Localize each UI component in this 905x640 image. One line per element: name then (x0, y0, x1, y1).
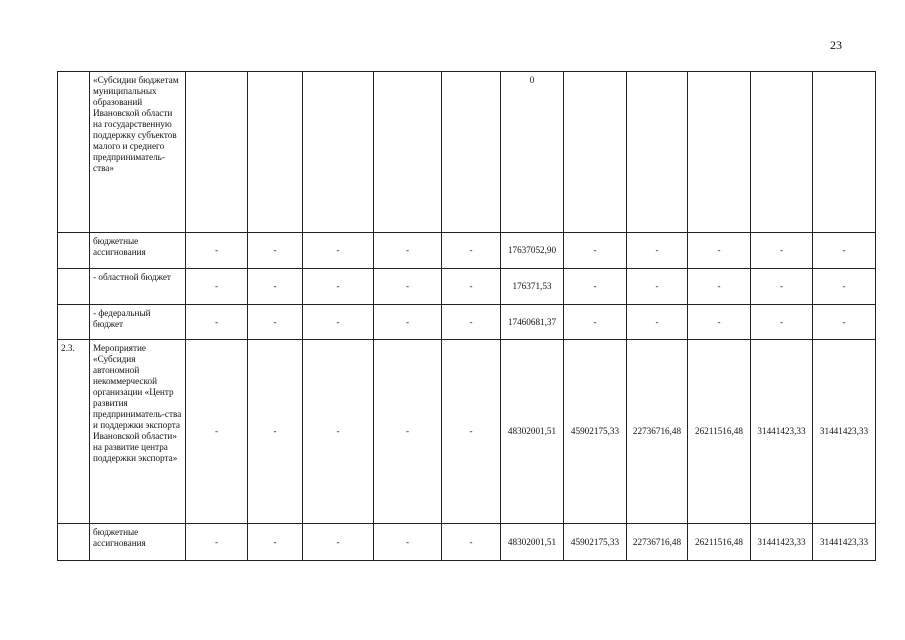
value-cell (564, 72, 627, 233)
value-cell: - (374, 524, 442, 561)
value-cell: - (751, 269, 813, 305)
value-cell (248, 72, 303, 233)
row-number-cell (58, 305, 90, 340)
value-cell (813, 72, 876, 233)
value-cell: 176371,53 (501, 269, 564, 305)
row-label-cell: Мероприятие «Субсидия автономной некоммерческой организации «Центр развития предприниматель-ства и поддержки экспорта Ивановской области» на развитие центра поддержки экспорта» (90, 340, 186, 524)
row-label-cell: бюджетные ассигнования (90, 524, 186, 561)
value-cell: - (442, 340, 501, 524)
value-cell (374, 72, 442, 233)
value-cell: 31441423,33 (813, 340, 876, 524)
table-row (58, 305, 876, 340)
value-cell: - (751, 233, 813, 269)
value-cell: 48302001,51 (501, 340, 564, 524)
value-cell: - (186, 340, 248, 524)
table-row (58, 233, 876, 269)
value-cell: - (813, 269, 876, 305)
value-cell (303, 72, 374, 233)
row-number-cell (58, 524, 90, 561)
value-cell (688, 72, 751, 233)
row-number-cell (58, 269, 90, 305)
value-cell (442, 72, 501, 233)
value-cell: 31441423,33 (751, 340, 813, 524)
value-cell: - (186, 269, 248, 305)
value-cell: - (442, 524, 501, 561)
value-cell: - (627, 233, 688, 269)
value-cell (186, 72, 248, 233)
value-cell: 17460681,37 (501, 305, 564, 340)
value-cell: - (813, 305, 876, 340)
table-row (58, 340, 876, 524)
value-cell: - (751, 305, 813, 340)
value-cell: - (303, 305, 374, 340)
value-cell: - (564, 233, 627, 269)
table-row (58, 269, 876, 305)
value-cell: - (688, 233, 751, 269)
value-cell: 17637052,90 (501, 233, 564, 269)
value-cell: 22736716,48 (627, 524, 688, 561)
value-cell: - (374, 269, 442, 305)
value-cell: - (442, 233, 501, 269)
value-cell: - (627, 269, 688, 305)
value-cell: 48302001,51 (501, 524, 564, 561)
value-cell: - (186, 305, 248, 340)
value-cell: - (303, 524, 374, 561)
value-cell (627, 72, 688, 233)
value-cell: - (303, 340, 374, 524)
value-cell: 22736716,48 (627, 340, 688, 524)
value-cell: - (248, 233, 303, 269)
value-cell: 26211516,48 (688, 340, 751, 524)
value-cell: - (186, 524, 248, 561)
value-cell (751, 72, 813, 233)
value-cell: 31441423,33 (751, 524, 813, 561)
value-cell: - (442, 305, 501, 340)
budget-table (57, 71, 876, 561)
value-cell: 45902175,33 (564, 524, 627, 561)
value-cell: - (248, 524, 303, 561)
row-number-cell (58, 72, 90, 233)
value-cell: - (303, 269, 374, 305)
value-cell: 31441423,33 (813, 524, 876, 561)
value-cell: - (248, 340, 303, 524)
page-number: 23 (830, 38, 842, 52)
row-label-cell: «Субсидии бюджетам муниципальных образований Ивановской области на государственную поддержку субъектов малого и среднего предприниматель-ства» (90, 72, 186, 233)
value-cell: - (374, 305, 442, 340)
value-cell: - (248, 305, 303, 340)
value-cell: 26211516,48 (688, 524, 751, 561)
value-cell: - (688, 305, 751, 340)
row-label-cell: - областной бюджет (90, 269, 186, 305)
row-number-cell: 2.3. (58, 340, 90, 524)
value-cell: - (688, 269, 751, 305)
table-row (58, 524, 876, 561)
row-label-cell: - федеральный бюджет (90, 305, 186, 340)
value-cell: - (627, 305, 688, 340)
value-cell: - (374, 340, 442, 524)
value-cell: - (374, 233, 442, 269)
value-cell: - (564, 269, 627, 305)
value-cell: 45902175,33 (564, 340, 627, 524)
value-cell: - (564, 305, 627, 340)
value-cell: 0 (501, 72, 564, 233)
value-cell: - (813, 233, 876, 269)
value-cell: - (248, 269, 303, 305)
value-cell: - (442, 269, 501, 305)
value-cell: - (303, 233, 374, 269)
table-row (58, 72, 876, 233)
value-cell: - (186, 233, 248, 269)
row-number-cell (58, 233, 90, 269)
row-label-cell: бюджетные ассигнования (90, 233, 186, 269)
